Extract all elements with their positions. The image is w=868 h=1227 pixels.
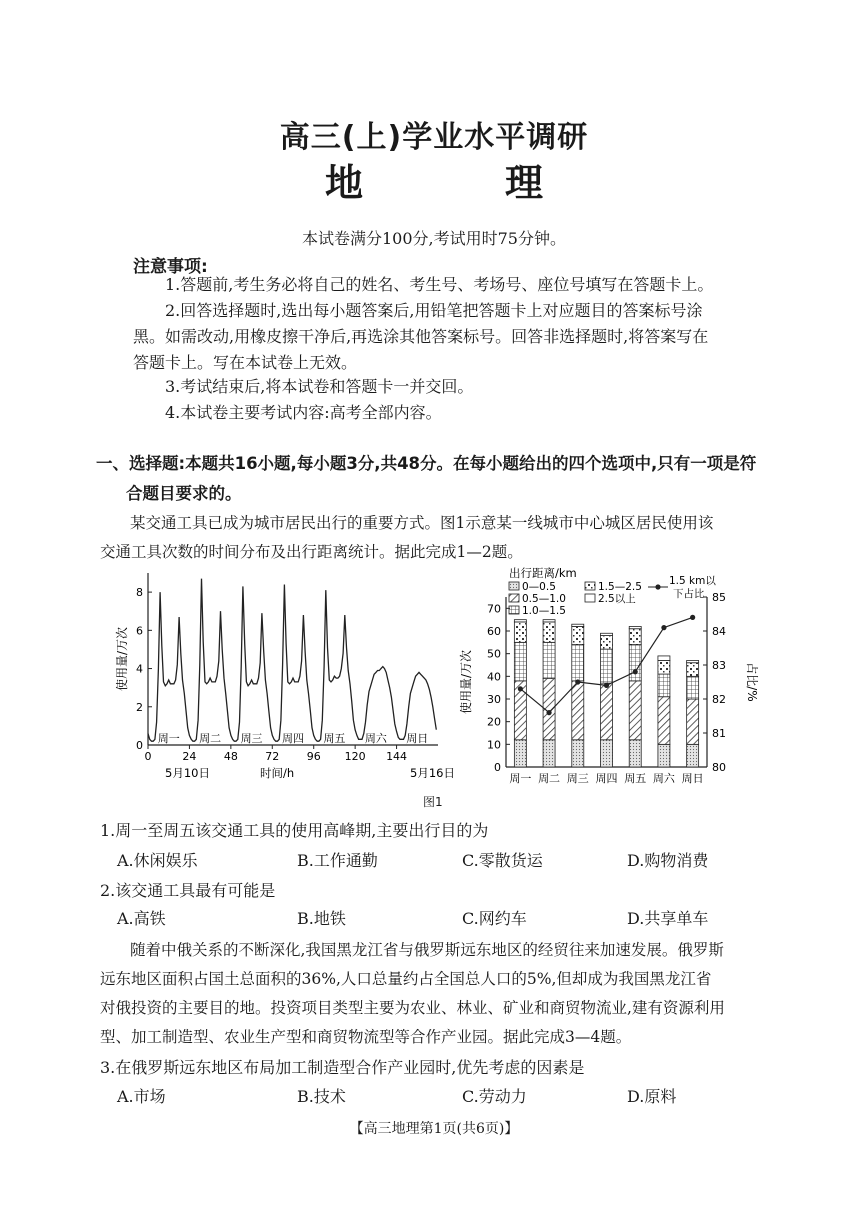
y-tick-label: 30 (487, 693, 501, 706)
legend-marker (655, 584, 660, 589)
ratio-point (633, 669, 638, 674)
usage-line-chart (100, 570, 455, 785)
bar-segment (543, 620, 555, 622)
x-axis-label: 时间/h (260, 766, 295, 780)
notice-line: 答题卡上。写在本试卷上无效。 (133, 353, 358, 372)
date-label-end: 5月16日 (410, 766, 455, 780)
bar-segment (658, 656, 670, 661)
x-tick-label: 0 (144, 750, 152, 763)
bar-segment (601, 683, 613, 740)
section-heading-cont: 合题目要求的。 (126, 484, 242, 503)
bar-segment (572, 624, 584, 626)
y2-tick-label: 85 (712, 591, 726, 604)
bar-segment (572, 645, 584, 681)
question-2-option-d[interactable]: D.共享单车 (627, 909, 709, 928)
bar-segment (514, 620, 526, 622)
notice-line: 2.回答选择题时,选出每小题答案后,用铅笔把答题卡上对应题目的答案标号涂 (165, 301, 703, 320)
bar-segment (658, 697, 670, 745)
bar-segment (687, 676, 699, 699)
question-3-option-c[interactable]: C.劳动力 (462, 1087, 527, 1106)
ratio-point (690, 615, 695, 620)
day-label: 周六 (364, 732, 387, 745)
bar-segment (514, 740, 526, 767)
y2-tick-label: 83 (712, 659, 726, 672)
bar-segment (601, 740, 613, 767)
bar-segment (601, 649, 613, 683)
notice-line: 3.考试结束后,将本试卷和答题卡一并交回。 (165, 377, 474, 396)
y2-tick-label: 81 (712, 727, 726, 740)
bar-segment (601, 636, 613, 650)
y-axis-label: 使用量/万次 (459, 649, 473, 715)
y-tick-label: 10 (487, 738, 501, 752)
bar-segment (572, 740, 584, 767)
question-3-option-d[interactable]: D.原料 (627, 1087, 677, 1106)
category-label: 周一 (509, 772, 532, 785)
legend-swatch (509, 606, 519, 614)
y-tick-label: 20 (487, 715, 501, 729)
question-2-stem: 2.该交通工具最有可能是 (100, 881, 276, 900)
legend-swatch (585, 582, 595, 590)
question-2-option-a[interactable]: A.高铁 (117, 909, 166, 928)
exam-info: 本试卷满分100分,考试用时75分钟。 (302, 229, 566, 248)
x-tick-label: 24 (182, 750, 197, 763)
y-tick-label: 6 (136, 624, 143, 638)
passage-line: 某交通工具已成为城市居民出行的重要方式。图1示意某一线城市中心城区居民使用该 (130, 514, 714, 532)
y2-tick-label: 84 (712, 625, 726, 638)
subject-title: 地 理 (324, 161, 595, 205)
bar-segment (687, 660, 699, 662)
passage-line: 交通工具次数的时间分布及出行距离统计。据此完成1—2题。 (100, 543, 523, 561)
legend-label: 1.5—2.5 (598, 581, 642, 593)
usage-series-line (148, 579, 436, 742)
notice-heading: 注意事项: (133, 257, 208, 277)
notice-line: 1.答题前,考生务必将自己的姓名、考生号、考场号、座位号填写在答题卡上。 (165, 275, 714, 294)
y-tick-label: 8 (136, 586, 143, 600)
y-tick-label: 0 (136, 739, 143, 752)
bar-segment (543, 642, 555, 678)
bar-segment (572, 626, 584, 644)
legend-swatch (509, 582, 519, 590)
notice-line: 黑。如需改动,用橡皮擦干净后,再选涂其他答案标号。回答非选择题时,将答案写在 (133, 327, 709, 346)
ratio-point (661, 625, 666, 630)
category-label: 周日 (681, 772, 704, 785)
day-label: 周日 (406, 732, 429, 745)
question-1-option-c[interactable]: C.零散货运 (462, 851, 543, 870)
bar-segment (629, 740, 641, 767)
date-label-start: 5月10日 (165, 766, 210, 780)
bar-segment (629, 645, 641, 681)
question-3-stem: 3.在俄罗斯远东地区布局加工制造型合作产业园时,优先考虑的因素是 (100, 1058, 585, 1077)
y-tick-label: 2 (136, 700, 143, 714)
bar-segment (543, 740, 555, 767)
x-tick-label: 48 (223, 750, 238, 763)
category-label: 周五 (624, 772, 647, 785)
x-tick-label: 72 (265, 750, 280, 763)
bar-segment (514, 642, 526, 681)
y2-axis-label: 占比/% (745, 662, 759, 702)
y-axis-label: 使用量/万次 (115, 626, 129, 692)
legend-label: 0.5—1.0 (522, 593, 566, 605)
passage-line: 型、加工制造型、农业生产型和商贸物流型等合作产业园。据此完成3—4题。 (100, 1028, 632, 1046)
passage-line: 对俄投资的主要目的地。投资项目类型主要为农业、林业、矿业和商贸物流业,建有资源利用 (100, 999, 725, 1017)
y-tick-label: 70 (487, 602, 501, 616)
legend-title: 出行距离/km (509, 566, 577, 580)
bar-segment (658, 744, 670, 767)
question-3-option-a[interactable]: A.市场 (117, 1087, 166, 1106)
question-1-stem: 1.周一至周五该交通工具的使用高峰期,主要出行目的为 (100, 821, 489, 840)
section-heading: 一、选择题:本题共16小题,每小题3分,共48分。在每小题给出的四个选项中,只有一项是符 (96, 454, 757, 473)
question-3-option-b[interactable]: B.技术 (297, 1087, 346, 1106)
ratio-point (604, 683, 609, 688)
figure-caption: 图1 (423, 795, 443, 809)
bar-segment (629, 626, 641, 628)
x-tick-label: 120 (344, 750, 366, 763)
question-1-option-a[interactable]: A.休闲娱乐 (117, 851, 198, 870)
legend-label: 1.5 km以 (669, 575, 716, 587)
day-label: 周二 (199, 732, 222, 745)
day-label: 周一 (157, 732, 180, 745)
x-tick-label: 144 (386, 750, 408, 763)
category-label: 周六 (652, 772, 675, 785)
bar-segment (658, 674, 670, 697)
question-2-option-b[interactable]: B.地铁 (297, 909, 346, 928)
legend-label: 1.0—1.5 (522, 605, 566, 617)
category-label: 周二 (538, 772, 561, 785)
exam-title: 高三(上)学业水平调研 (279, 120, 589, 155)
y-tick-label: 40 (487, 670, 501, 684)
day-label: 周四 (282, 732, 304, 745)
bar-segment (514, 622, 526, 642)
distance-bar-chart (455, 565, 765, 790)
x-tick-label: 96 (306, 750, 321, 763)
page-footer: 【高三地理第1页(共6页)】 (349, 1121, 519, 1137)
notice-line: 4.本试卷主要考试内容:高考全部内容。 (165, 403, 442, 422)
passage-line: 远东地区面积占国土总面积的36%,人口总量约占全国总人口的5%,但却成为我国黑龙江省 (100, 970, 712, 988)
question-1-option-b[interactable]: B.工作通勤 (297, 851, 378, 870)
legend-label: 2.5以上 (598, 593, 636, 605)
ratio-point (546, 710, 551, 715)
category-label: 周三 (566, 772, 589, 785)
day-label: 周三 (240, 732, 263, 745)
bar-segment (601, 633, 613, 635)
bar-segment (687, 744, 699, 767)
y-tick-label: 60 (487, 625, 501, 638)
question-2-option-c[interactable]: C.网约车 (462, 909, 527, 928)
bar-segment (572, 681, 584, 740)
legend-label: 下占比 (673, 588, 705, 600)
passage-line: 随着中俄关系的不断深化,我国黑龙江省与俄罗斯远东地区的经贸往来加速发展。俄罗斯 (130, 941, 724, 959)
y2-tick-label: 80 (712, 761, 726, 774)
y-tick-label: 0 (494, 761, 501, 774)
category-label: 周四 (595, 772, 618, 785)
bar-segment (629, 629, 641, 645)
y2-tick-label: 82 (712, 693, 726, 706)
day-label: 周五 (323, 732, 346, 745)
bar-segment (543, 622, 555, 642)
legend-swatch (509, 594, 519, 602)
ratio-point (518, 686, 523, 691)
bar-segment (687, 663, 699, 677)
question-1-option-d[interactable]: D.购物消费 (627, 851, 709, 870)
bar-segment (687, 699, 699, 744)
bar-segment (658, 660, 670, 674)
legend-swatch (585, 594, 595, 602)
ratio-point (575, 679, 580, 684)
bar-segment (629, 681, 641, 740)
legend-label: 0—0.5 (522, 581, 556, 593)
y-tick-label: 4 (136, 662, 143, 676)
y-tick-label: 50 (487, 647, 501, 661)
